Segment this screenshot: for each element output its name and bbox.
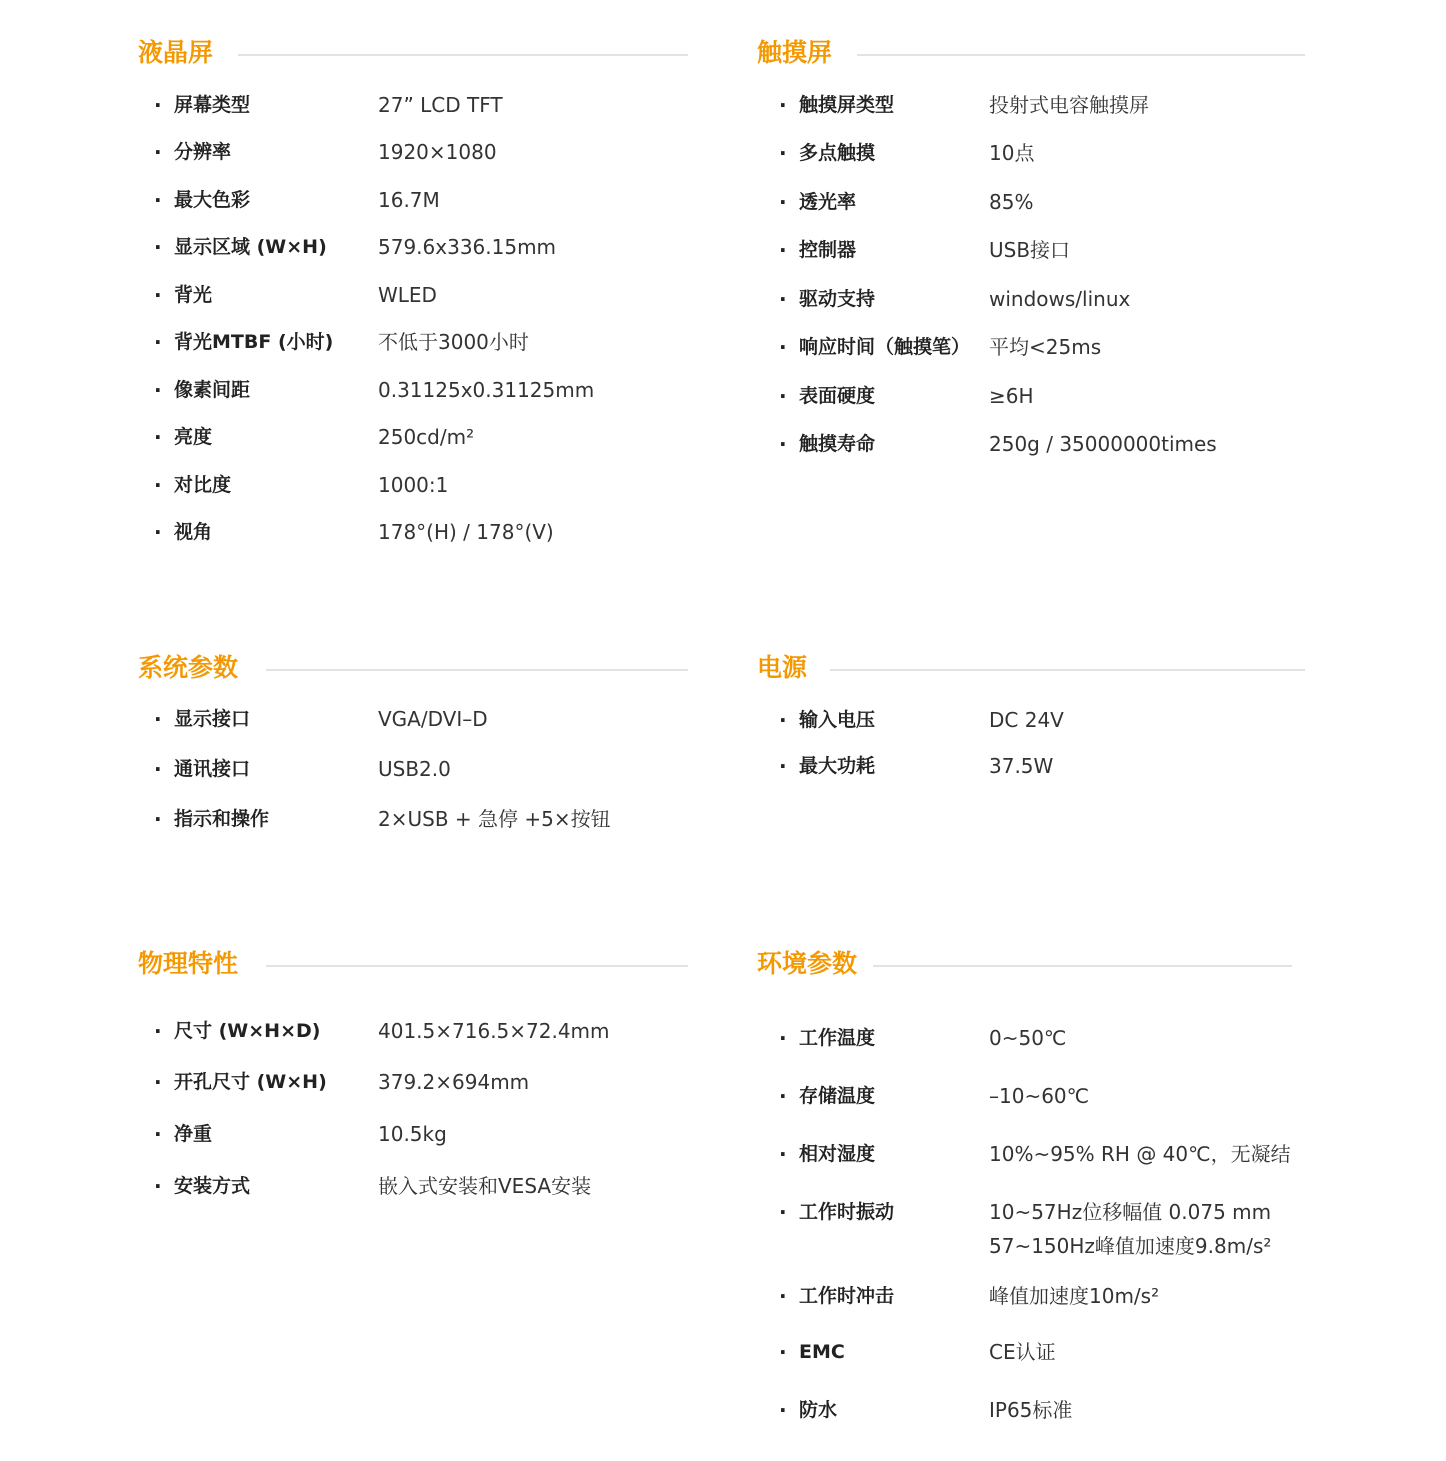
bullet-icon: · (779, 335, 787, 359)
spec-value: 37.5W (989, 754, 1054, 778)
section-header (138, 33, 688, 73)
spec-value: windows/linux (989, 287, 1131, 311)
spec-value: WLED (378, 283, 437, 307)
spec-label: 工作时冲击 (799, 1285, 895, 1307)
section-header (757, 33, 1305, 73)
bullet-icon: · (779, 754, 787, 778)
section-title: 物理特性 (138, 949, 239, 978)
spec-label: 防水 (799, 1399, 838, 1421)
bullet-icon: · (154, 425, 162, 449)
spec-value: 10.5kg (378, 1122, 447, 1146)
bullet-icon: · (154, 140, 162, 164)
spec-label: 多点触摸 (799, 142, 876, 164)
spec-label: 尺寸 (W×H×D) (174, 1020, 321, 1042)
spec-value: 2×USB + 急停 +5×按钮 (378, 807, 611, 831)
bullet-icon: · (779, 384, 787, 408)
bullet-icon: · (154, 283, 162, 307)
spec-label: 驱动支持 (799, 288, 876, 310)
section-header (757, 944, 1292, 984)
spec-label: 存储温度 (799, 1085, 876, 1107)
bullet-icon: · (154, 188, 162, 212)
spec-value: 峰值加速度10m/s² (989, 1284, 1160, 1308)
spec-label: 输入电压 (799, 709, 876, 731)
spec-value: 平均<25ms (989, 335, 1102, 359)
spec-value: 10%~95% RH @ 40℃，无凝结 (989, 1142, 1291, 1166)
spec-value: USB2.0 (378, 757, 451, 781)
spec-label: 通讯接口 (174, 758, 251, 780)
section-title: 液晶屏 (138, 38, 214, 67)
section-header (138, 944, 688, 984)
section-divider (830, 669, 1305, 671)
bullet-icon: · (154, 473, 162, 497)
spec-value: –10~60℃ (989, 1084, 1090, 1108)
spec-label: 亮度 (174, 426, 213, 448)
spec-value: 不低于3000小时 (378, 330, 529, 354)
spec-label: 屏幕类型 (174, 94, 251, 116)
spec-value: 27” LCD TFT (378, 93, 503, 117)
bullet-icon: · (154, 520, 162, 544)
bullet-icon: · (779, 1026, 787, 1050)
bullet-icon: · (154, 235, 162, 259)
spec-value: 10~57Hz位移幅值 0.075 mm (989, 1200, 1272, 1224)
spec-label: 最大功耗 (799, 755, 876, 777)
spec-label: 触摸屏类型 (799, 94, 895, 116)
bullet-icon: · (154, 707, 162, 731)
section-divider (238, 54, 688, 56)
section-divider (873, 965, 1292, 967)
spec-label: 工作时振动 (799, 1201, 895, 1223)
spec-value: 10点 (989, 141, 1035, 165)
spec-value: 嵌入式安装和VESA安装 (378, 1174, 592, 1198)
spec-label: 触摸寿命 (799, 433, 876, 455)
spec-value: 0.31125x0.31125mm (378, 378, 595, 402)
bullet-icon: · (154, 93, 162, 117)
spec-value: 250cd/m² (378, 425, 475, 449)
bullet-icon: · (779, 93, 787, 117)
bullet-icon: · (779, 432, 787, 456)
spec-label: 安装方式 (174, 1175, 251, 1197)
bullet-icon: · (779, 141, 787, 165)
bullet-icon: · (779, 238, 787, 262)
spec-value: ≥6H (989, 384, 1034, 408)
spec-label: 最大色彩 (174, 189, 251, 211)
spec-label: 控制器 (799, 239, 857, 261)
bullet-icon: · (154, 1122, 162, 1146)
spec-value: 579.6x336.15mm (378, 235, 557, 259)
section-divider (266, 669, 688, 671)
spec-value: USB接口 (989, 238, 1071, 262)
spec-value: IP65标准 (989, 1398, 1073, 1422)
spec-label: 显示接口 (174, 708, 251, 730)
spec-label: 相对湿度 (799, 1143, 876, 1165)
section-header (757, 648, 1305, 688)
bullet-icon: · (779, 1398, 787, 1422)
spec-label: 透光率 (799, 191, 857, 213)
spec-value-line2: 57~150Hz峰值加速度9.8m/s² (989, 1234, 1272, 1258)
section-divider (857, 54, 1305, 56)
spec-value: 1000:1 (378, 473, 449, 497)
bullet-icon: · (154, 378, 162, 402)
bullet-icon: · (779, 1284, 787, 1308)
spec-value: 0~50℃ (989, 1026, 1067, 1050)
spec-value: 178°(H) / 178°(V) (378, 520, 554, 544)
bullet-icon: · (779, 190, 787, 214)
spec-label: 响应时间（触摸笔） (799, 336, 971, 358)
spec-label: EMC (799, 1341, 845, 1363)
spec-label: 显示区域 (W×H) (174, 236, 327, 258)
spec-label: 分辨率 (174, 141, 232, 163)
bullet-icon: · (154, 1019, 162, 1043)
spec-label: 指示和操作 (174, 808, 270, 830)
spec-value: 1920×1080 (378, 140, 497, 164)
spec-value: 16.7M (378, 188, 440, 212)
spec-label: 背光MTBF (小时) (174, 331, 334, 353)
section-divider (266, 965, 688, 967)
bullet-icon: · (154, 757, 162, 781)
spec-value: 投射式电容触摸屏 (989, 93, 1149, 117)
section-header (138, 648, 688, 688)
spec-label: 工作温度 (799, 1027, 876, 1049)
spec-label: 净重 (174, 1123, 213, 1145)
spec-value: 401.5×716.5×72.4mm (378, 1019, 610, 1043)
spec-label: 背光 (174, 284, 213, 306)
spec-value: 250g / 35000000times (989, 432, 1217, 456)
section-title: 触摸屏 (757, 38, 833, 67)
bullet-icon: · (779, 708, 787, 732)
spec-label: 开孔尺寸 (W×H) (174, 1071, 327, 1093)
bullet-icon: · (154, 807, 162, 831)
spec-value: VGA/DVI–D (378, 707, 488, 731)
bullet-icon: · (154, 330, 162, 354)
spec-value: CE认证 (989, 1340, 1056, 1364)
bullet-icon: · (779, 287, 787, 311)
spec-label: 表面硬度 (799, 385, 876, 407)
bullet-icon: · (779, 1340, 787, 1364)
bullet-icon: · (779, 1200, 787, 1224)
bullet-icon: · (154, 1174, 162, 1198)
bullet-icon: · (779, 1142, 787, 1166)
bullet-icon: · (779, 1084, 787, 1108)
spec-value: 85% (989, 190, 1034, 214)
spec-value: 379.2×694mm (378, 1070, 530, 1094)
spec-label: 视角 (174, 521, 213, 543)
spec-label: 像素间距 (174, 379, 251, 401)
spec-value: DC 24V (989, 708, 1064, 732)
bullet-icon: · (154, 1070, 162, 1094)
section-title: 系统参数 (138, 653, 239, 682)
section-title: 环境参数 (757, 949, 858, 978)
section-title: 电源 (757, 653, 808, 682)
spec-label: 对比度 (174, 474, 232, 496)
